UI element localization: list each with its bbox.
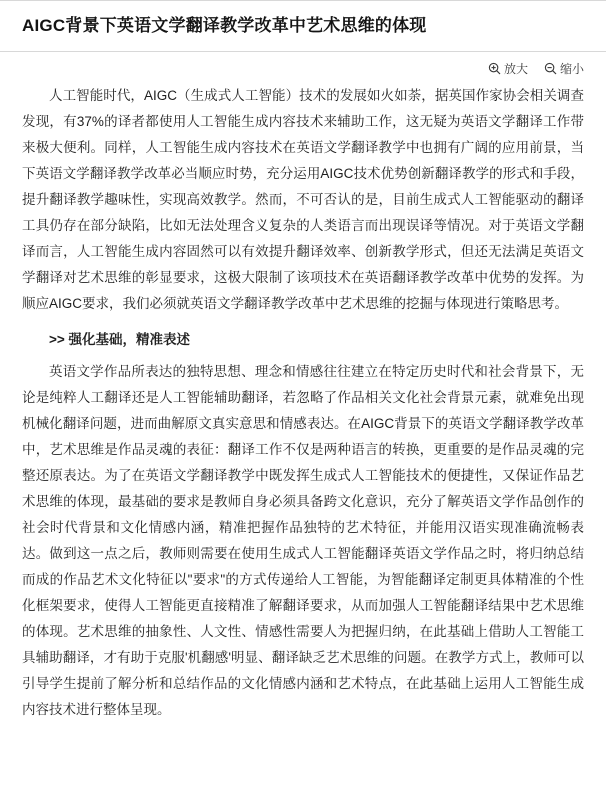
- zoom-in-label: 放大: [503, 62, 528, 77]
- zoom-out-icon: [544, 62, 557, 75]
- paragraph-2: 英语文学作品所表达的独特思想、理念和情感往往建立在特定历史时代和社会背景下，无论是纯粹人工翻译还是人工智能辅助翻译，若忽略了作品相关文化社会背景元素，就难免出现机械化翻译问题，进而曲解原文真实意思和情感表达。在AIGC背景下的英语文学翻译教学改革中，艺术思维是作品灵魂的表征：翻译工作不仅是两种语言的转换，更重要的是作品灵魂的完整还原表达。为了在英语文学翻译教学中既发挥生成式人工智能技术的便捷性，又保证作品艺术思维的体现，最基础的要求是教师自身必须具备跨文化意识，充分了解英语文学作品创作的社会时代背景和文化情感内涵，精准把握作品独特的艺术特征，并能用汉语实现准确流畅表达。做到这一点之后，教师则需要在使用生成式人工智能翻译英语文学作品之时，将归纳总结而成的作品艺术文化特征以"要求"的方式传递给人工智能，为智能翻译定制更具体精准的个性化框架要求，使得人工智能更直接精准了解翻译要求，从而加强人工智能翻译结果中艺术思维的体现。艺术思维的抽象性、人文性、情感性需要人为把握归纳，在此基础上借助人工智能工具辅助翻译，才有助于克服'机翻感'明显、翻译缺乏艺术思维的问题。在教学方式上，教师可以引导学生提前了解分析和总结作品的文化情感内涵和艺术特点，在此基础上运用人工智能生成内容技术进行整体呈现。: [22, 364, 584, 718]
- article-body: [0, 81, 606, 723]
- title-bar: [0, 0, 606, 52]
- page-title: AIGC背景下英语文学翻译教学改革中艺术思维的体现: [22, 16, 427, 35]
- section-subheading: >> 强化基础，精准表述: [49, 332, 191, 348]
- zoom-out-label: 缩小: [559, 62, 584, 77]
- zoom-in-button[interactable]: [488, 60, 528, 77]
- zoom-out-button[interactable]: [544, 60, 584, 77]
- zoom-toolbar: [0, 52, 606, 81]
- zoom-in-icon: [488, 62, 501, 75]
- paragraph-1: 人工智能时代，AIGC（生成式人工智能）技术的发展如火如荼，据英国作家协会相关调查发现，有37%的译者都使用人工智能生成内容技术来辅助工作，这无疑为英语文学翻译工作带来极大便利。同样，人工智能生成内容技术在英语文学翻译教学中也拥有广阔的应用前景，当下英语文学翻译教学改革必当顺应时势，充分运用AIGC技术优势创新翻译教学的形式和手段，提升翻译教学趣味性，实现高效教学。然而，不可否认的是，目前生成式人工智能驱动的翻译工具仍存在部分缺陷，比如无法处理含义复杂的人类语言而出现误译等情况。对于英语文学翻译而言，人工智能生成内容固然可以有效提升翻译效率、创新教学形式，但还无法满足英语文学翻译对艺术思维的彰显要求，这极大限制了该项技术在英语翻译教学改革中优势的发挥。为顺应AIGC要求，我们必须就英语文学翻译教学改革中艺术思维的挖掘与体现进行策略思考。: [22, 88, 584, 312]
